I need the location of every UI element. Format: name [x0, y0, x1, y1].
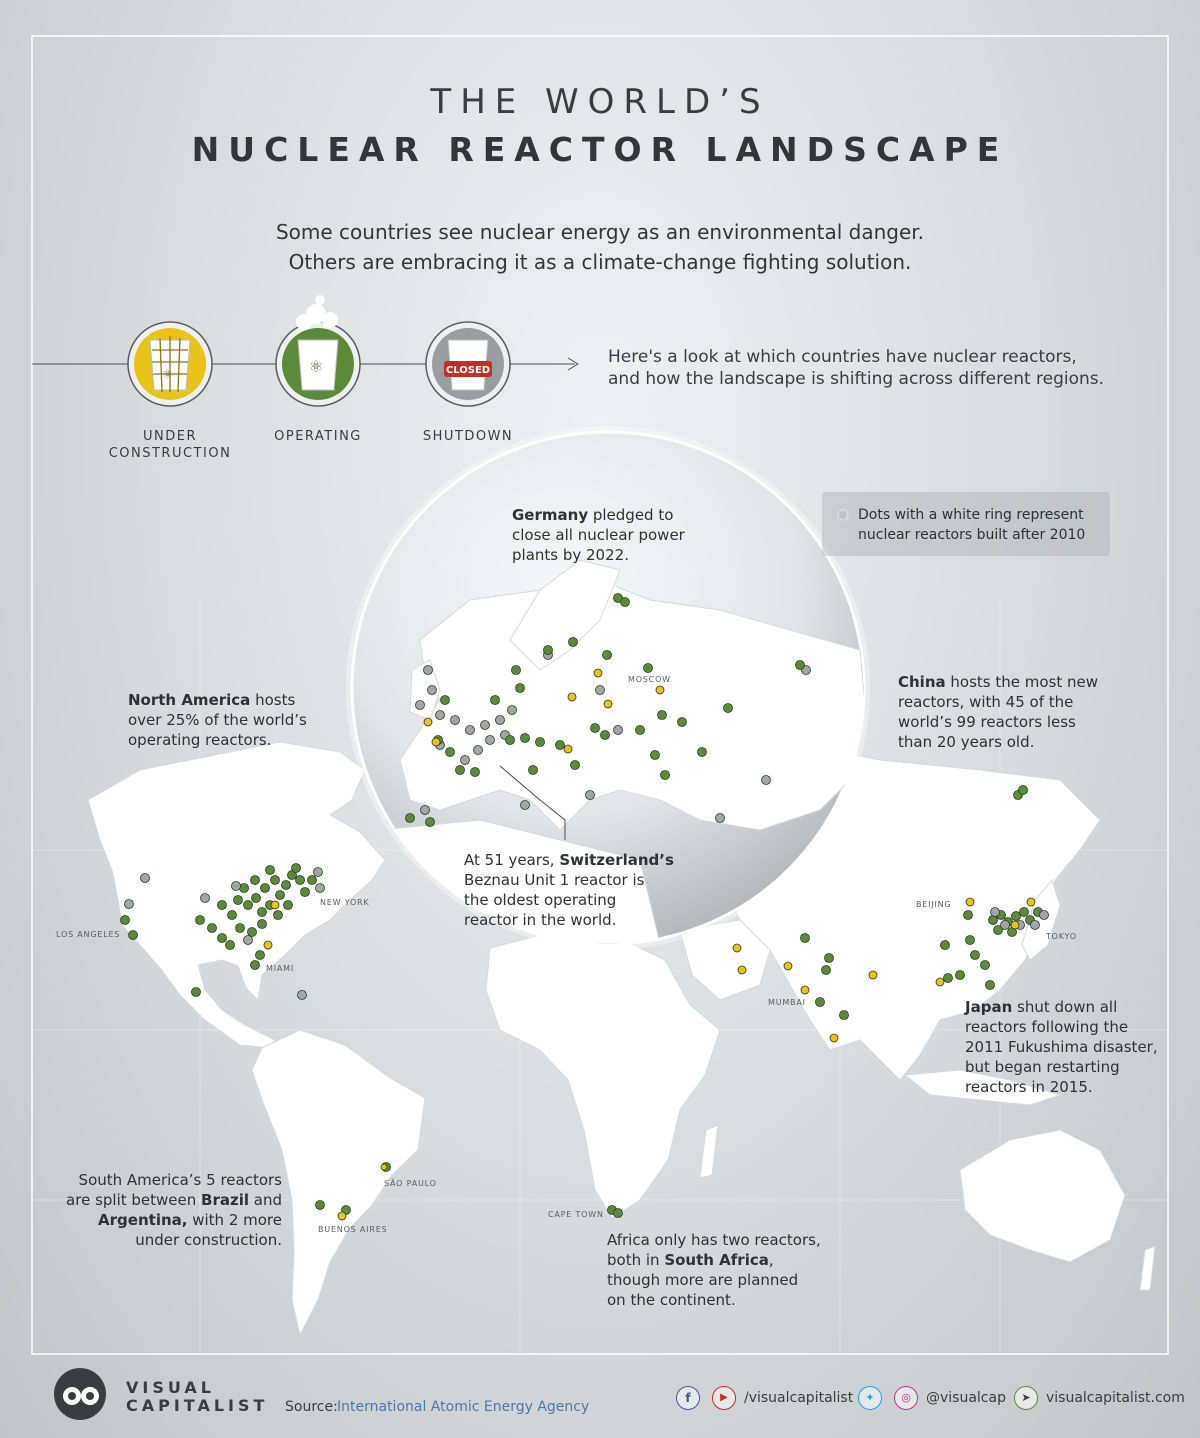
ring-note-text [858, 505, 1085, 545]
switzerland-line-3: the oldest operating [464, 891, 617, 909]
instagram-icon[interactable]: ◎ [894, 1386, 918, 1410]
cursor-icon[interactable]: ➤ [1014, 1386, 1038, 1410]
city-label-beijing: BEIJING [916, 900, 952, 909]
south-america-line-2b: and [249, 1191, 282, 1209]
switzerland-bold: Switzerland’s [559, 851, 674, 869]
south-america-line-4: under construction. [135, 1231, 282, 1249]
north-america-line-2: over 25% of the world’s [128, 711, 307, 729]
south-america-bold-argentina: Argentina, [98, 1211, 188, 1229]
legend-intro-line-2: and how the landscape is shifting across different regions. [608, 369, 1105, 389]
subtitle-line-1: Some countries see nuclear energy as an environmental danger. [275, 220, 925, 244]
switzerland-line-2: Beznau Unit 1 reactor is [464, 871, 645, 889]
south-america-line-2a: are split between [66, 1191, 202, 1209]
city-label-buenos-aires: BUENOS AIRES [318, 1225, 388, 1234]
africa-line-4: on the continent. [607, 1291, 736, 1309]
city-label-cape-town: CAPE TOWN [548, 1210, 604, 1219]
africa-bold: South Africa [664, 1251, 769, 1269]
title-line-2: NUCLEAR REACTOR LANDSCAPE [191, 130, 1009, 169]
china-bold: China [898, 673, 946, 691]
facebook-icon[interactable]: f [676, 1386, 700, 1410]
svg-text:⚛: ⚛ [162, 367, 173, 381]
china-line-2: reactors, with 45 of the [898, 693, 1074, 711]
title-line-1: THE WORLD’S [430, 82, 770, 122]
switzerland-line-4: reactor in the world. [464, 911, 617, 929]
city-label-new-york: NEW YORK [320, 898, 370, 907]
annotation-north-america [128, 690, 307, 750]
brand-name-line-2: CAPITALIST [126, 1396, 269, 1415]
source-label: Source: [285, 1399, 338, 1415]
reactor-closed-icon [426, 322, 510, 406]
africa-line-1: Africa only has two reactors, [607, 1231, 821, 1249]
legend-label-shutdown: SHUTDOWN [422, 429, 514, 444]
annotation-africa [607, 1230, 821, 1310]
annotation-switzerland [464, 850, 674, 930]
source-link[interactable]: International Atomic Energy Agency [337, 1399, 590, 1415]
south-america-line-1: South America’s 5 reactors [78, 1171, 282, 1189]
subtitle-line-2: Others are embracing it as a climate-change fighting solution. [288, 250, 912, 274]
north-america-land [88, 742, 385, 1048]
city-label-moscow: MOSCOW [628, 675, 671, 684]
youtube-icon[interactable]: ▶ [712, 1386, 736, 1410]
africa-line-2b: , [768, 1251, 774, 1269]
legend-intro [608, 346, 1104, 390]
germany-line-3: plants by 2022. [512, 546, 629, 564]
south-america-bold-brazil: Brazil [201, 1191, 249, 1209]
closed-badge-text: CLOSED [445, 365, 491, 376]
switzerland-line-1: At 51 years, [464, 851, 560, 869]
south-america-line-3b: with 2 more [187, 1211, 282, 1229]
annotation-germany [512, 505, 685, 565]
japan-line-5: reactors in 2015. [965, 1078, 1093, 1096]
city-label-mumbai: MUMBAI [768, 998, 806, 1007]
city-label-miami: MIAMI [266, 964, 294, 973]
china-line-3: world’s 99 reactors less [898, 713, 1076, 731]
reactor-construction-icon [128, 322, 212, 406]
twitter-icon[interactable]: ✦ [858, 1386, 882, 1410]
reactor-operating-icon [276, 295, 360, 406]
brand-name-line-1: VISUAL [126, 1378, 215, 1397]
city-label-sao-paulo: SÃO PAULO [384, 1179, 437, 1188]
germany-line-1: pledged to [588, 506, 674, 524]
city-label-los-angeles: LOS ANGELES [56, 930, 121, 939]
japan-line-3: 2011 Fukushima disaster, [965, 1038, 1158, 1056]
legend-label-construction [100, 428, 240, 462]
africa-land [486, 930, 720, 1218]
legend-label-construction-line-2: CONSTRUCTION [108, 446, 232, 461]
new-zealand-land [1140, 1246, 1155, 1290]
germany-line-2: close all nuclear power [512, 526, 685, 544]
annotation-japan [965, 997, 1158, 1097]
africa-line-3: though more are planned [607, 1271, 799, 1289]
ring-note-line-1: Dots with a white ring represent [858, 507, 1084, 523]
legend-intro-line-1: Here's a look at which countries have nuclear reactors, [608, 347, 1077, 367]
social-handle-visualcapitalist[interactable]: /visualcapitalist [744, 1390, 854, 1406]
germany-bold: Germany [512, 506, 589, 524]
legend-label-operating: OPERATING [274, 429, 362, 444]
madagascar-land [700, 1125, 718, 1178]
japan-line-2: reactors following the [965, 1018, 1129, 1036]
china-line-1: hosts the most new [945, 673, 1099, 691]
north-america-line-1: hosts [250, 691, 296, 709]
visual-capitalist-logo [54, 1368, 106, 1420]
japan-bold: Japan [965, 998, 1013, 1016]
ring-note-line-2: nuclear reactors built after 2010 [858, 527, 1086, 543]
japan-line-4: but began restarting [965, 1058, 1120, 1076]
north-america-bold: North America [128, 691, 251, 709]
city-label-tokyo: TOKYO [1046, 932, 1077, 941]
china-line-4: than 20 years old. [898, 733, 1035, 751]
svg-text:⚛: ⚛ [309, 357, 324, 376]
africa-line-2a: both in [607, 1251, 665, 1269]
annotation-south-america [60, 1170, 282, 1250]
japan-line-1: shut down all [1012, 998, 1118, 1016]
annotation-china [898, 672, 1098, 752]
north-america-line-3: operating reactors. [128, 731, 272, 749]
legend-label-construction-line-1: UNDER [143, 429, 197, 444]
australia-land [960, 1130, 1125, 1262]
website-link[interactable]: visualcapitalist.com [1046, 1390, 1185, 1406]
social-handle-visualcap[interactable]: @visualcap [926, 1390, 1006, 1406]
